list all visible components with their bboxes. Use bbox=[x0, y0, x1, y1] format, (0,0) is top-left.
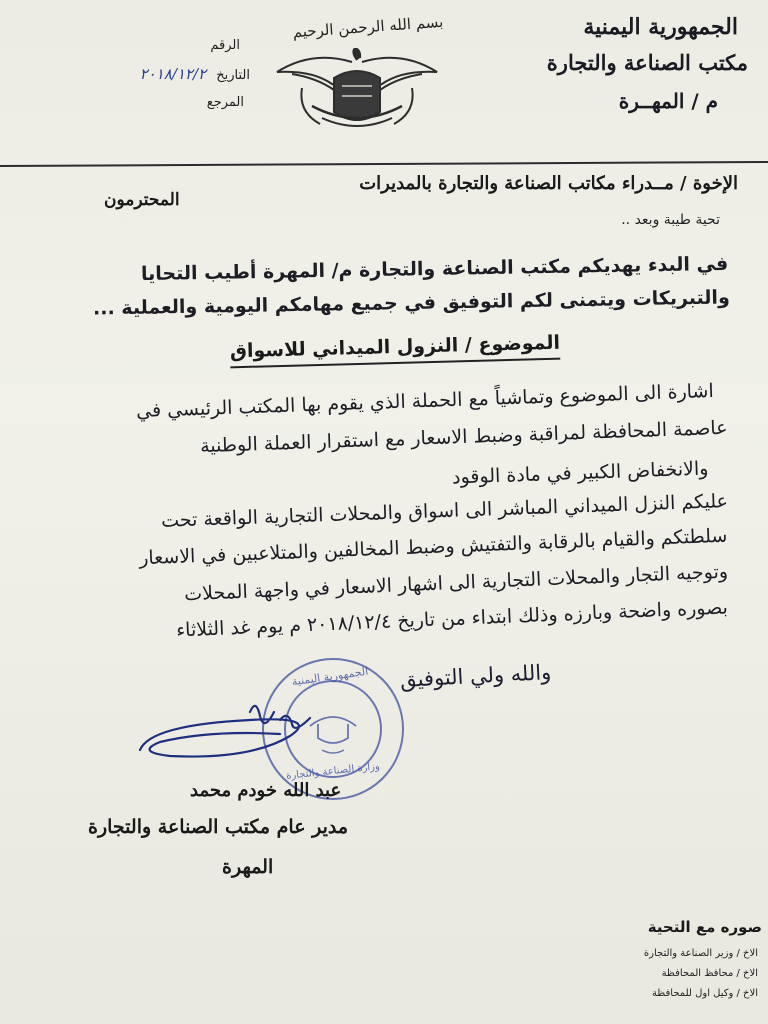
intro-line-2: والتبريكات ويتمنى لكم التوفيق في جميع مهامكم اليومية والعملية ... bbox=[93, 286, 731, 320]
date-row bbox=[60, 65, 250, 83]
number-label: الرقم bbox=[210, 38, 240, 53]
address-honorific: المحترمون bbox=[104, 190, 180, 210]
header-right-block bbox=[518, 14, 748, 113]
signatory-place: المهرة bbox=[222, 856, 274, 878]
signatory-title: مدير عام مكتب الصناعة والتجارة bbox=[88, 816, 349, 838]
address-line: الإخوة / مــدراء مكاتب الصناعة والتجارة بالمديرات bbox=[359, 173, 738, 194]
cc-item: الاخ / وكيل اول للمحافظة bbox=[651, 988, 758, 999]
basmala: بسم الله الرحمن الرحيم bbox=[292, 12, 444, 42]
closing: والله ولي التوفيق bbox=[399, 660, 552, 692]
cc-item: الاخ / وزير الصناعة والتجارة bbox=[643, 948, 758, 959]
reference-label: المرجع bbox=[206, 95, 244, 110]
body-line-5: سلطتكم والقيام بالرقابة والتفتيش وضبط المخالفين والمتلاعبين في الاسعار bbox=[139, 524, 729, 570]
header-office: مكتب الصناعة والتجارة bbox=[546, 50, 748, 75]
body-line-6: وتوجيه التجار والمحلات التجارية الى اشهار الاسعار في واجهة المحلات bbox=[183, 560, 729, 606]
handwritten-signature bbox=[130, 690, 350, 780]
cc-item: الاخ / محافظ المحافظة bbox=[661, 968, 758, 979]
stamp-inner-text: وزارة الصناعة والتجارة bbox=[285, 761, 381, 782]
header-branch: م / المهــرة bbox=[618, 89, 718, 113]
signatory-name: عبد الله خودم محمد bbox=[190, 780, 342, 801]
intro-line-1: في البدء يهديكم مكتب الصناعة والتجارة م/ المهرة أطيب التحايا bbox=[140, 252, 729, 286]
stamp-outer-text: الجمهورية اليمنية bbox=[290, 664, 370, 689]
cc-heading: صوره مع التحية bbox=[647, 918, 762, 936]
header-left-block bbox=[60, 38, 250, 110]
subject: الموضوع / النزول الميداني للاسواق bbox=[230, 332, 561, 369]
body-line-2: عاصمة المحافظة لمراقبة وضبط الاسعار مع استقرار العملة الوطنية bbox=[200, 416, 729, 458]
body-line-4: عليكم النزل الميداني المباشر الى اسواق والمحلات التجارية الواقعة تحت bbox=[160, 490, 729, 532]
yemen-emblem-icon bbox=[272, 48, 442, 130]
header-country: الجمهورية اليمنية bbox=[583, 14, 738, 40]
date-value: ٢٠١٨/١٢/٢ bbox=[139, 65, 207, 83]
greeting: تحية طيبة وبعد .. bbox=[621, 212, 720, 228]
body-line-7: بصوره واضحة وبارزه وذلك ابتداء من تاريخ ٢٠١٨/١٢/٤ م يوم غد الثلاثاء bbox=[175, 596, 729, 642]
date-label: التاريخ bbox=[216, 68, 250, 83]
body-line-1: اشارة الى الموضوع وتماشياً مع الحملة الذي يقوم بها المكتب الرئيسي في bbox=[135, 379, 715, 423]
header-divider bbox=[0, 161, 768, 167]
body-line-3: والانخفاض الكبير في مادة الوقود bbox=[451, 457, 709, 489]
